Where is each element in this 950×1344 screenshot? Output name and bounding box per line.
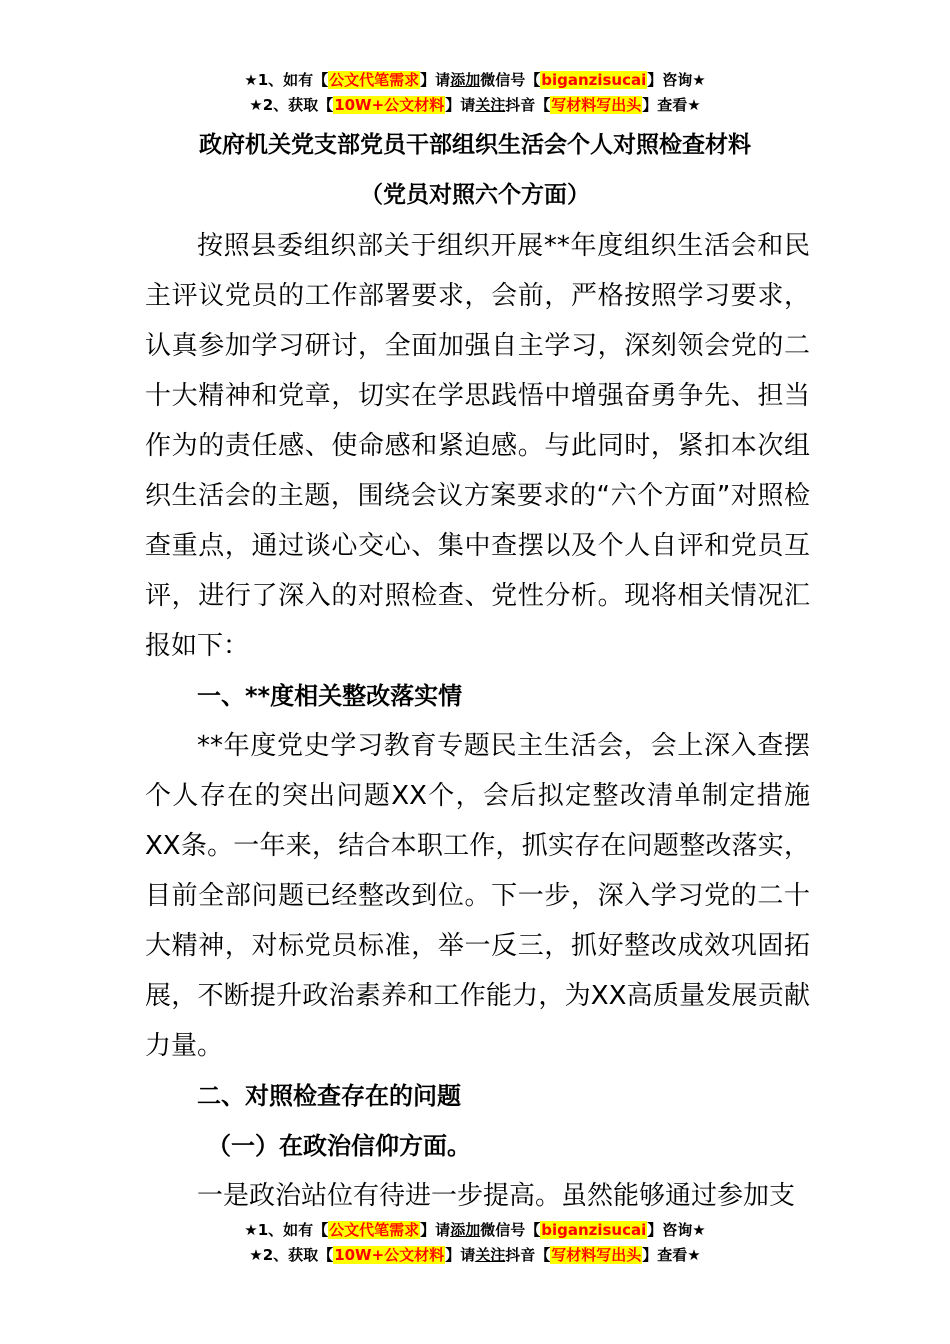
document-subtitle: （党员对照六个方面）	[360, 182, 590, 208]
promo-line-2: ★2、获取【10W+公文材料】请关注抖音【写材料写出头】查看★	[249, 1246, 701, 1264]
promo-line-1: ★1、如有【公文代笔需求】请添加微信号【biganzisucai】咨询★	[244, 1221, 706, 1239]
subsection-heading-1: （一）在政治信仰方面。	[207, 1132, 471, 1160]
subsection-1-paragraph: 一是政治站位有待进一步提高。虽然能够通过参加支	[197, 1181, 796, 1211]
section-heading-1: 一、**度相关整改落实情	[197, 682, 463, 710]
intro-paragraph: 按照县委组织部关于组织开展**年度组织生活会和民主评议党员的工作部署要求，会前，严格按照学习要求，认真参加学习研讨，全面加强自主学习，深刻领会党的二十大精神和党章，切实在学思践悟中增强奋勇争先、担当作为的责任感、使命感和紧迫感。与此同时，紧扣本次组织生活会的主题，围绕会议方案要求的“六个方面”对照检查重点，通过谈心交心、集中查摆以及个人自评和党员互评，进行了深入的对照检查、党性分析。现将相关情况汇报如下：	[145, 231, 810, 661]
promo-highlight-materials: 10W+公文材料	[334, 96, 445, 114]
promo-highlight-wechat-id: biganzisucai	[541, 1221, 647, 1239]
promo-highlight-wechat-id: biganzisucai	[541, 71, 647, 89]
footer-promo-banner	[0, 1218, 950, 1268]
promo-highlight-douyin: 写材料写出头	[551, 96, 642, 114]
section-heading-2: 二、对照检查存在的问题	[197, 1082, 461, 1110]
promo-highlight-douyin: 写材料写出头	[551, 1246, 642, 1264]
document-body	[145, 221, 810, 1221]
promo-highlight-materials: 10W+公文材料	[334, 1246, 445, 1264]
section-1-paragraph: **年度党史学习教育专题民主生活会，会上深入查摆个人存在的突出问题XX个，会后拟定整改清单制定措施XX条。一年来，结合本职工作，抓实存在问题整改落实，目前全部问题已经整改到位。下一步，深入学习党的二十大精神，对标党员标准，举一反三，抓好整改成效巩固拓展，不断提升政治素养和工作能力，为XX高质量发展贡献力量。	[145, 731, 810, 1061]
promo-highlight-writing-service: 公文代笔需求	[329, 71, 420, 89]
promo-line-2: ★2、获取【10W+公文材料】请关注抖音【写材料写出头】查看★	[249, 96, 701, 114]
promo-line-1: ★1、如有【公文代笔需求】请添加微信号【biganzisucai】咨询★	[244, 71, 706, 89]
document-title: 政府机关党支部党员干部组织生活会个人对照检查材料	[199, 132, 751, 158]
header-promo-banner	[0, 68, 950, 118]
promo-highlight-writing-service: 公文代笔需求	[329, 1221, 420, 1239]
